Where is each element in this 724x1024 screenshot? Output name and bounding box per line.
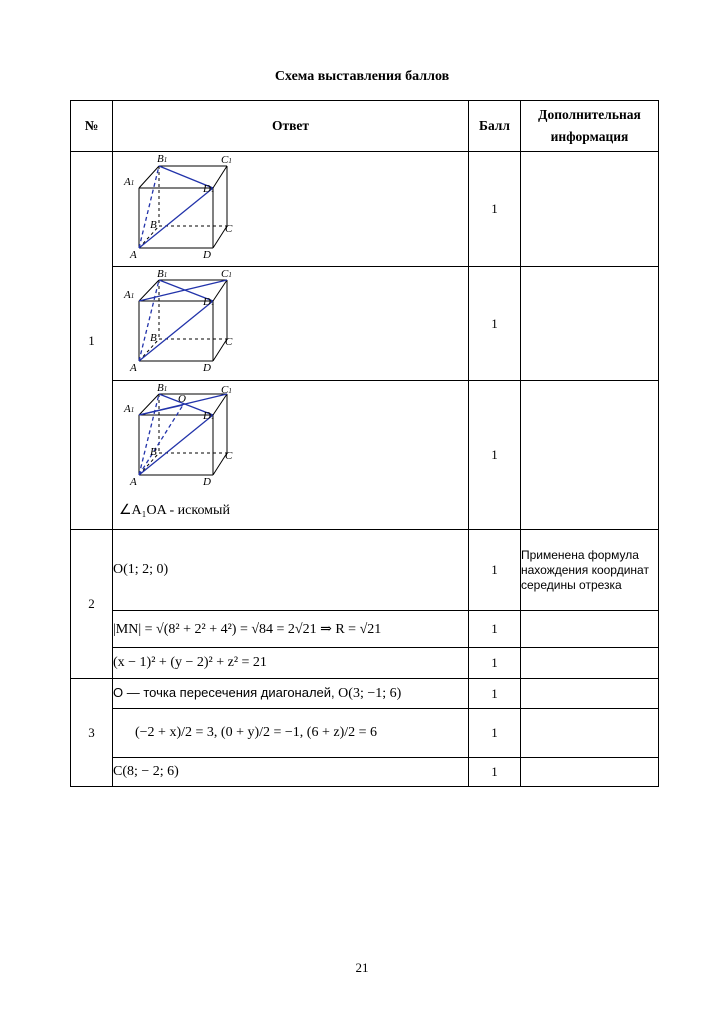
svg-text:B1: B1: [157, 268, 168, 280]
table-row: [71, 758, 659, 787]
svg-text:C: C: [225, 336, 233, 348]
svg-text:C1: C1: [221, 154, 232, 166]
svg-text:B1: B1: [157, 382, 168, 394]
svg-text:B: B: [150, 219, 157, 231]
table-row: [71, 152, 659, 267]
task-number: 1: [71, 152, 113, 530]
svg-text:A: A: [130, 249, 137, 261]
score-value: 1: [469, 267, 521, 381]
cube-diagram-2: [113, 267, 468, 379]
score-value: 1: [469, 758, 521, 787]
cube-diagram-3: [113, 381, 468, 529]
score-value: 1: [469, 679, 521, 709]
scoring-table: [70, 100, 659, 787]
info-cell: [521, 709, 659, 758]
score-value: 1: [469, 611, 521, 648]
info-cell: [521, 381, 659, 530]
table-row: [71, 648, 659, 679]
table-row: [71, 381, 659, 530]
header-row: [71, 101, 659, 152]
svg-text:D1: D1: [203, 296, 215, 308]
angle-caption: ∠A₁OA - искомый: [119, 503, 230, 518]
svg-text:A1: A1: [124, 176, 135, 188]
score-value: 1: [469, 381, 521, 530]
svg-text:B1: B1: [157, 153, 168, 165]
svg-text:D: D: [203, 476, 211, 488]
svg-text:D1: D1: [203, 410, 215, 422]
table-row: [71, 530, 659, 611]
svg-text:D: D: [203, 249, 211, 261]
svg-text:A: A: [130, 362, 137, 374]
table-row: [71, 709, 659, 758]
header-score: Балл: [469, 101, 521, 152]
answer-math: (−2 + x)/2 = 3, (0 + y)/2 = −1, (6 + z)/2 = 6: [113, 709, 469, 758]
info-cell: [521, 152, 659, 267]
svg-text:O: O: [178, 393, 186, 405]
cube-figure-cell: [113, 267, 469, 381]
svg-text:C1: C1: [221, 384, 232, 396]
answer-math: |MN| = √(8² + 2² + 4²) = √84 = 2√21 ⇒ R = √21: [113, 611, 469, 648]
table-row: [71, 267, 659, 381]
svg-text:B: B: [150, 332, 157, 344]
info-note: Применена формула нахождения координат середины отрезка: [521, 530, 659, 611]
svg-text:D: D: [203, 362, 211, 374]
svg-text:A1: A1: [124, 289, 135, 301]
svg-text:C: C: [225, 450, 233, 462]
svg-text:C1: C1: [221, 268, 232, 280]
info-cell: [521, 267, 659, 381]
score-value: 1: [469, 709, 521, 758]
cube-figure-cell: [113, 381, 469, 530]
score-value: 1: [469, 530, 521, 611]
answer-math: C(8; − 2; 6): [113, 758, 469, 787]
svg-text:A1: A1: [124, 403, 135, 415]
task-number: 2: [71, 530, 113, 679]
svg-text:D1: D1: [203, 183, 215, 195]
cube-diagram-1: [113, 152, 468, 266]
page-title: Схема выставления баллов: [274, 69, 450, 84]
page-number: 21: [355, 960, 369, 975]
header-number: №: [71, 101, 113, 152]
info-cell: [521, 679, 659, 709]
score-value: 1: [469, 152, 521, 267]
svg-text:B: B: [150, 446, 157, 458]
info-cell: [521, 648, 659, 679]
table-row: [71, 679, 659, 709]
answer-math: (x − 1)² + (y − 2)² + z² = 21: [113, 648, 469, 679]
svg-text:A: A: [130, 476, 137, 488]
header-answer: Ответ: [113, 101, 469, 152]
cube-figure-cell: [113, 152, 469, 267]
info-cell: [521, 611, 659, 648]
score-value: 1: [469, 648, 521, 679]
svg-text:C: C: [225, 223, 233, 235]
header-info: Дополнительная информация: [521, 101, 659, 152]
answer-math: O — точка пересечения диагоналей, O(3; −1; 6): [113, 679, 469, 709]
info-cell: [521, 758, 659, 787]
table-row: [71, 611, 659, 648]
task-number: 3: [71, 679, 113, 787]
answer-math: O(1; 2; 0): [113, 530, 469, 611]
